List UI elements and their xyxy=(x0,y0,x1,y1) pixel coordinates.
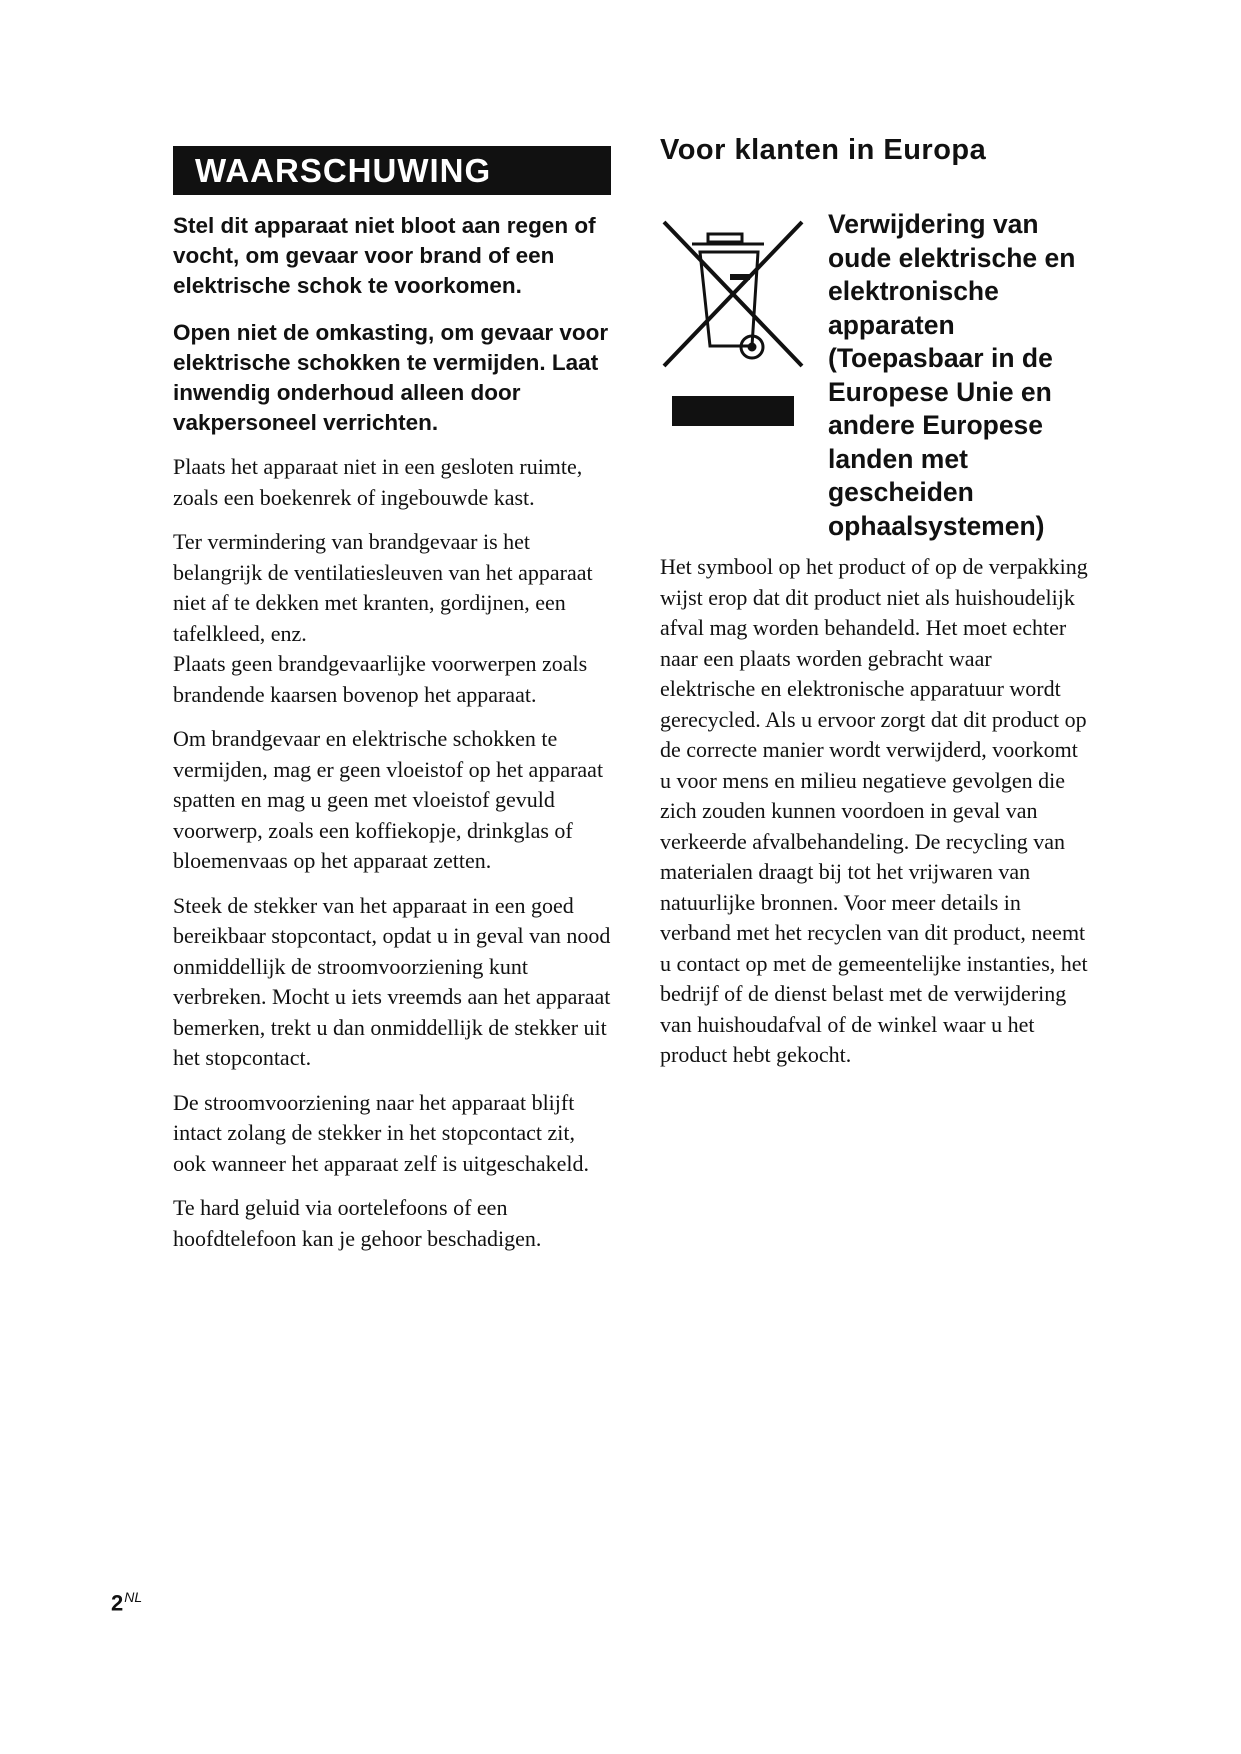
page-language-suffix: NL xyxy=(124,1589,143,1605)
paragraph-liquids: Om brandgevaar en elektrische schokken te vermijden, mag er geen vloeistof op het apparaat spatten en mag u geen met vloeistof gevuld voorwerp, zoals een koffiekopje, drinkglas of bloemenvaas op het apparaat zetten. xyxy=(173,726,604,873)
page-number-value: 2 xyxy=(111,1590,124,1616)
paragraph-candles: Plaats geen brandgevaarlijke voorwerpen zoals brandende kaarsen bovenop het apparaat. xyxy=(173,651,588,707)
europe-heading: Voor klanten in Europa xyxy=(660,134,987,166)
weee-title: Verwijdering van oude elektrische en elektronische apparaten (Toepasbaar in de Europese Unie en andere Europese landen met gescheiden ophaalsystemen) xyxy=(828,209,1076,541)
weee-body: Het symbool op het product of op de verpakking wijst erop dat dit product niet als huishoudelijk afval mag worden behandeld. Het moet echter naar een plaats worden gebracht waar elektrische en elektronische apparatuur wordt gerecycled. Als u ervoor zorgt dat dit product op de correcte manier wordt verwijderd, voorkomt u voor mens en milieu negatieve gevolgen die zich zouden kunnen voordoen in geval van verkeerde afvalbehandeling. De recycling van materialen draagt bij tot het vrijwaren van natuurlijke bronnen. Voor meer details in verband met het recyclen van dit product, neemt u contact op met de gemeentelijke instanties, het bedrijf of de dienst belast met de verwijdering van huishoudafval of de winkel waar u het product hebt gekocht. xyxy=(660,554,1088,1067)
paragraph-power-supply: De stroomvoorziening naar het apparaat blijft intact zolang de stekker in het stopcontact zit, ook wanneer het apparaat zelf is uitgeschakeld. xyxy=(173,1089,589,1176)
weee-block xyxy=(660,168,1092,552)
paragraph-headphones: Te hard geluid via oortelefoons of een hoofdtelefoon kan je gehoor beschadigen. xyxy=(173,1195,542,1251)
warning-paragraph-casing: Open niet de omkasting, om gevaar voor elektrische schokken te vermijden. Laat inwendig onderhoud alleen door vakpersoneel verrichten. xyxy=(173,320,609,435)
crossed-out-wheelie-bin-icon xyxy=(660,220,806,430)
paragraph-plug: Steek de stekker van het apparaat in een goed bereikbaar stopcontact, opdat u in geval van nood onmiddellijk de stroomvoorziening kunt verbreken. Mocht u iets vreemds aan het apparaat bemerken, trekt u dan onmiddellijk de stekker uit het stopcontact. xyxy=(173,892,611,1070)
paragraph-ventilation: Ter vermindering van brandgevaar is het belangrijk de ventilatiesleuven van het apparaat niet af te dekken met kranten, gordijnen, een tafelkleed, enz. xyxy=(173,529,593,646)
left-column xyxy=(173,146,611,1254)
page-number xyxy=(111,1589,142,1616)
right-column xyxy=(660,132,1092,1071)
paragraph-placement: Plaats het apparaat niet in een gesloten ruimte, zoals een boekenrek of ingebouwde kast. xyxy=(173,454,583,510)
warning-paragraph-rain: Stel dit apparaat niet bloot aan regen of vocht, om gevaar voor brand of een elektrische schok te voorkomen. xyxy=(173,213,596,298)
warning-banner: WAARSCHUWING xyxy=(173,146,611,195)
